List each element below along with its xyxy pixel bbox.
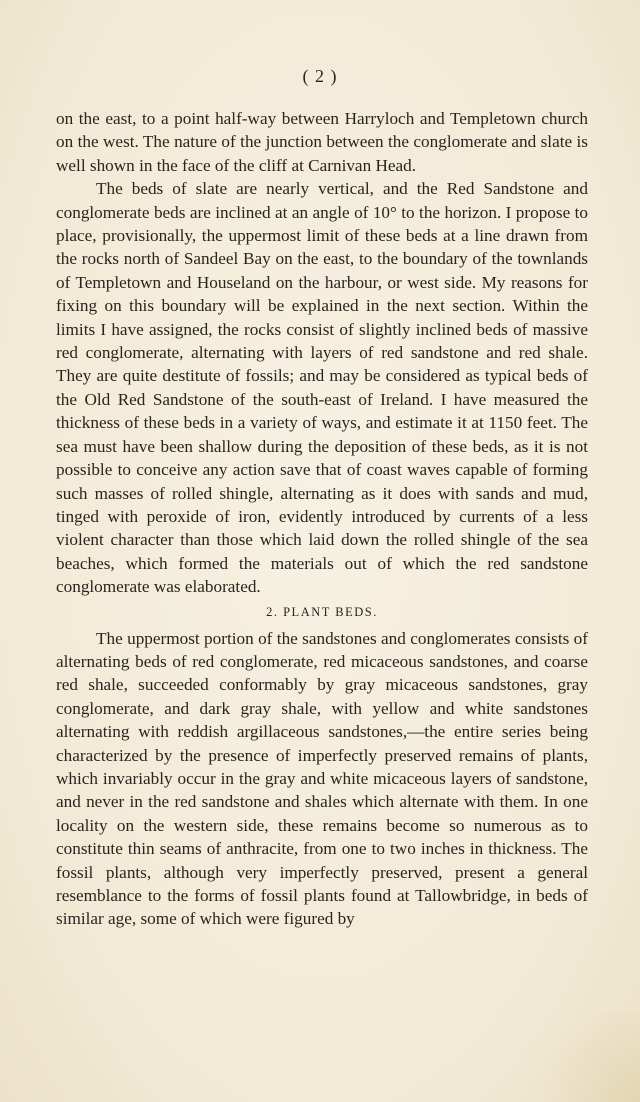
- paper-stain: [520, 1012, 640, 1102]
- page-body: [56, 107, 588, 931]
- paragraph-continuation: on the east, to a point half-way between Harryloch and Templetown church on the west. The nature of the junction between the conglomerate and slate is well shown in the face of the cliff at Carnivan Head.: [56, 109, 588, 175]
- paragraph-red-sandstone: The beds of slate are nearly vertical, and the Red Sandstone and conglomerate beds are inclined at an angle of 10° to the horizon. I propose to place, provisionally, the uppermost limit of these beds at a line drawn from the rocks north of Sandeel Bay on the east, to the boundary of the townlands of Templetown and Houseland on the harbour, or west side. My reasons for fixing on this boundary will be explained in the next section. Within the limits I have assigned, the rocks consist of slightly inclined beds of massive red conglomerate, alternating with layers of red sandstone and red shale. They are quite destitute of fossils; and may be considered as typical beds of the Old Red Sandstone of the south-east of Ireland. I have measured the thickness of these beds in a variety of ways, and estimate it at 1150 feet. The sea must have been shallow during the deposition of these beds, as it is not possible to conceive any action save that of coast waves capable of forming such masses of rolled shingle, alternating as it does with sands and mud, tinged with peroxide of iron, evidently introduced by currents of a less violent character than those which laid down the rolled shingle of the sea beaches, which formed the materials out of which the red sandstone conglomerate was elaborated.: [56, 179, 588, 597]
- paragraph-plant-beds: The uppermost portion of the sandstones and conglomerates consists of alternating beds of red conglomerate, red micaceous sandstones, and coarse red shale, succeeded conformably by gray micaceous sandstones, gray conglomerate, and dark gray shale, with yellow and white sandstones alternating with reddish argillaceous sandstones,—the entire series being characterized by the presence of imperfectly preserved remains of plants, which invariably occur in the gray and white micaceous layers of sandstone, and never in the red sandstone and shales which alternate with them. In one locality on the western side, these remains become so numerous as to constitute thin seams of anthracite, from one to two inches in thickness. The fossil plants, although very imperfectly preserved, present a general resemblance to the forms of fossil plants found at Tallowbridge, in beds of similar age, some of which were figured by: [56, 628, 588, 929]
- page-number: ( 2 ): [302, 66, 338, 86]
- section-heading-plant-beds: 2. PLANT BEDS.: [266, 604, 378, 619]
